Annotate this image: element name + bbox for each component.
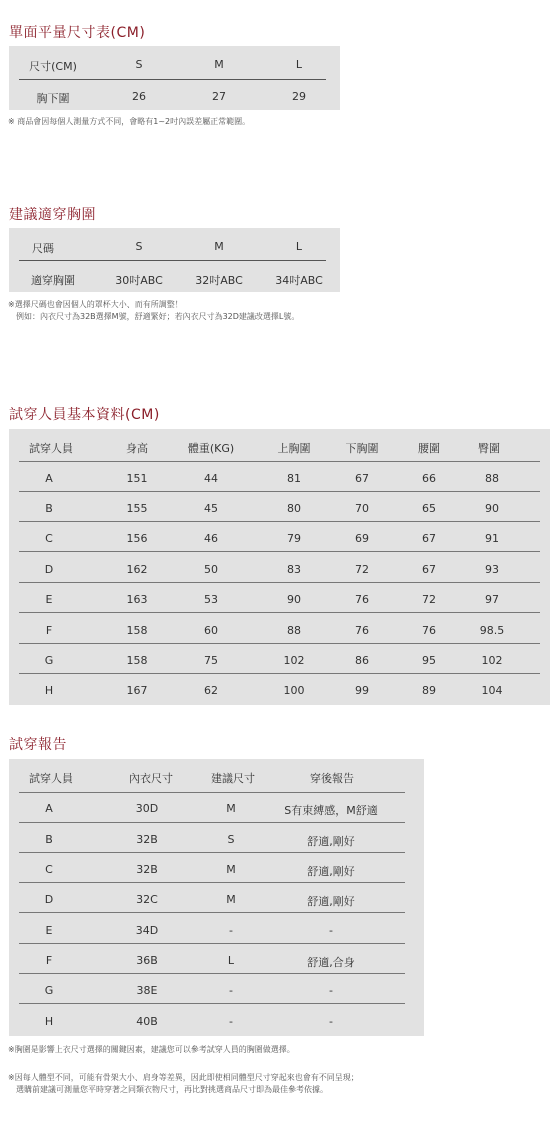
header-cell: M: [214, 240, 224, 253]
cell: 舒適,剛好: [307, 835, 355, 848]
cell: 36B: [136, 954, 158, 967]
cell: 83: [287, 563, 301, 576]
cell: F: [45, 624, 53, 637]
value-cell: 29: [292, 90, 306, 103]
row-divider: [19, 582, 540, 583]
cell: 62: [204, 684, 218, 697]
cell: G: [44, 654, 54, 667]
header-cell: 上胸圍: [277, 442, 311, 455]
cell: H: [44, 1015, 54, 1028]
cell: M: [226, 893, 236, 906]
report-table-title: 試穿報告: [9, 737, 67, 753]
header-cell: 體重(KG): [187, 442, 235, 455]
cell: 158: [126, 654, 148, 667]
cell: 67: [422, 563, 436, 576]
row-divider: [19, 551, 540, 552]
cell: 104: [481, 684, 503, 697]
header-cell: 臀圍: [478, 442, 500, 455]
cell: 32B: [136, 833, 158, 846]
cell: 99: [355, 684, 369, 697]
row-divider: [19, 792, 405, 793]
cell: C: [45, 863, 53, 876]
cell: 156: [126, 532, 148, 545]
cell: -: [229, 984, 233, 997]
cell: 93: [485, 563, 499, 576]
cell: 44: [204, 472, 218, 485]
cell: 100: [283, 684, 305, 697]
cell: 155: [126, 502, 148, 515]
cell: 69: [355, 532, 369, 545]
header-cell: L: [295, 58, 303, 71]
row-divider: [19, 1003, 405, 1004]
cell: 65: [422, 502, 436, 515]
row-divider: [19, 521, 540, 522]
cell: 舒適,合身: [307, 956, 355, 969]
cell: 38E: [136, 984, 158, 997]
cell: 45: [204, 502, 218, 515]
cell: -: [329, 984, 333, 997]
cell: 76: [355, 593, 369, 606]
value-cell: 30吋ABC: [115, 274, 163, 287]
cell: C: [45, 532, 53, 545]
header-cell: 尺碼: [32, 242, 54, 255]
value-cell: 26: [132, 90, 146, 103]
cell: 76: [422, 624, 436, 637]
header-cell: 尺寸(CM): [29, 60, 77, 73]
value-cell: 32吋ABC: [195, 274, 243, 287]
model-table: [9, 429, 550, 705]
header-divider: [19, 79, 326, 80]
cell: B: [45, 502, 53, 515]
cell: G: [44, 984, 54, 997]
cell: 97: [485, 593, 499, 606]
cell: 88: [485, 472, 499, 485]
cell: 30D: [135, 802, 159, 815]
cell: 67: [355, 472, 369, 485]
cell: E: [45, 593, 53, 606]
cell: F: [45, 954, 53, 967]
cell: 91: [485, 532, 499, 545]
cell: L: [227, 954, 235, 967]
cell: 89: [422, 684, 436, 697]
cell: 167: [126, 684, 148, 697]
row-divider: [19, 973, 405, 974]
cell: 72: [422, 593, 436, 606]
cell: D: [44, 563, 54, 576]
cell: 50: [204, 563, 218, 576]
header-cell: 試穿人員: [29, 772, 73, 785]
cell: 76: [355, 624, 369, 637]
cell: 32B: [136, 863, 158, 876]
cell: A: [45, 802, 53, 815]
cell: 70: [355, 502, 369, 515]
row-divider: [19, 852, 405, 853]
model-table-title: 試穿人員基本資料(CM): [9, 407, 160, 423]
fit-table-title: 建議適穿胸圍: [9, 207, 96, 223]
cell: 90: [287, 593, 301, 606]
cell: 舒適,剛好: [307, 865, 355, 878]
cell: 67: [422, 532, 436, 545]
cell: 90: [485, 502, 499, 515]
cell: 163: [126, 593, 148, 606]
row-divider: [19, 612, 540, 613]
row-divider: [19, 643, 540, 644]
header-cell: 內衣尺寸: [129, 772, 173, 785]
value-cell: 27: [212, 90, 226, 103]
row-divider: [19, 943, 405, 944]
row-divider: [19, 673, 540, 674]
cell: 40B: [136, 1015, 158, 1028]
header-cell: S: [135, 58, 143, 71]
cell: 81: [287, 472, 301, 485]
cell: 46: [204, 532, 218, 545]
cell: -: [229, 1015, 233, 1028]
fit-table-note-1: ※選擇尺碼也會因個人的罩杯大小、而有所調整！: [8, 300, 183, 309]
cell: 151: [126, 472, 148, 485]
header-cell: 腰圍: [418, 442, 440, 455]
cell: 34D: [135, 924, 159, 937]
report-table: [9, 759, 424, 1036]
cell: M: [226, 802, 236, 815]
report-note-2a: ※因每人體型不同，可能有骨架大小、肩身等差異，因此即使相同體型尺寸穿起來也會有不同呈現；: [8, 1073, 359, 1082]
cell: 102: [283, 654, 305, 667]
cell: 95: [422, 654, 436, 667]
cell: A: [45, 472, 53, 485]
cell: E: [45, 924, 53, 937]
row-divider: [19, 491, 540, 492]
cell: -: [229, 924, 233, 937]
header-cell: 建議尺寸: [211, 772, 255, 785]
cell: M: [226, 863, 236, 876]
size-table-note: ※ 商品會因每個人測量方式不同，會略有1~2吋內誤差屬正常範圍。: [8, 117, 251, 126]
row-divider: [19, 882, 405, 883]
cell: 60: [204, 624, 218, 637]
cell: 86: [355, 654, 369, 667]
cell: -: [329, 924, 333, 937]
row-divider: [19, 461, 540, 462]
row-divider: [19, 912, 405, 913]
cell: H: [44, 684, 54, 697]
cell: S有束縛感，M舒適: [284, 804, 378, 817]
header-cell: 身高: [126, 442, 148, 455]
header-cell: M: [214, 58, 224, 71]
header-cell: 下胸圍: [345, 442, 379, 455]
cell: 162: [126, 563, 148, 576]
row-label: 胸下圍: [36, 92, 70, 105]
cell: 72: [355, 563, 369, 576]
cell: 102: [481, 654, 503, 667]
header-cell: L: [295, 240, 303, 253]
cell: 80: [287, 502, 301, 515]
cell: 98.5: [479, 624, 505, 637]
row-divider: [19, 822, 405, 823]
cell: 158: [126, 624, 148, 637]
cell: 75: [204, 654, 218, 667]
report-note-1: ※胸圍是影響上衣尺寸選擇的關鍵因素，建議您可以參考試穿人員的胸圍做選擇。: [8, 1045, 295, 1054]
cell: 88: [287, 624, 301, 637]
report-note-2b: 選購前建議可測量您平時穿著之同類衣物尺寸，再比對挑選商品尺寸即為最佳參考依據。: [16, 1085, 328, 1094]
cell: 舒適,剛好: [307, 895, 355, 908]
fit-table: [9, 228, 340, 292]
row-label: 適穿胸圍: [31, 274, 75, 287]
header-divider: [19, 260, 326, 261]
fit-table-note-2: 例如：內衣尺寸為32B選擇M號，舒適緊好；若內衣尺寸為32D建議改選擇L號。: [16, 312, 300, 321]
size-table-title: 單面平量尺寸表(CM): [9, 25, 146, 41]
size-table: [9, 46, 340, 110]
cell: S: [227, 833, 235, 846]
header-cell: 穿後報告: [310, 772, 354, 785]
cell: 79: [287, 532, 301, 545]
cell: 32C: [136, 893, 158, 906]
header-cell: 試穿人員: [29, 442, 73, 455]
cell: 53: [204, 593, 218, 606]
header-cell: S: [135, 240, 143, 253]
cell: -: [329, 1015, 333, 1028]
cell: B: [45, 833, 53, 846]
cell: 66: [422, 472, 436, 485]
value-cell: 34吋ABC: [275, 274, 323, 287]
cell: D: [44, 893, 54, 906]
